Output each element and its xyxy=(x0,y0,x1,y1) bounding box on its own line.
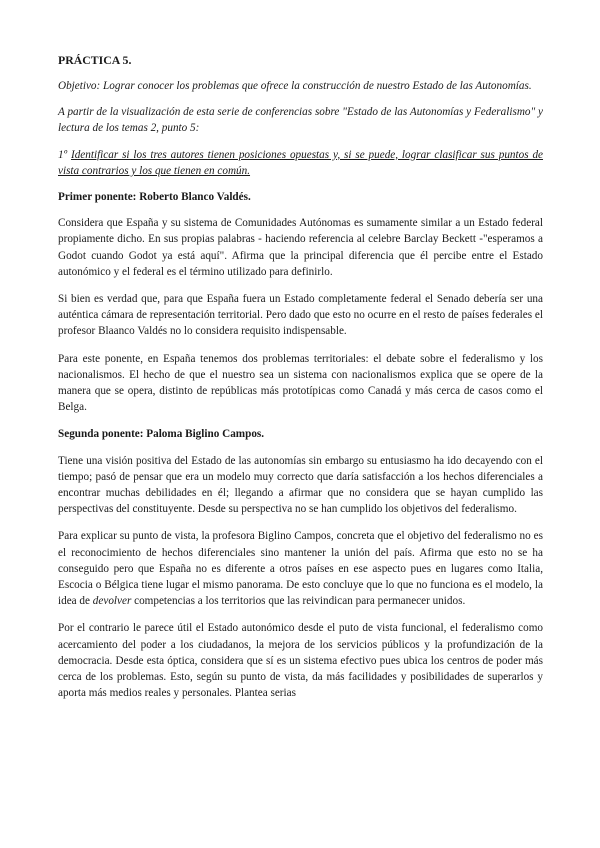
speaker2-heading: Segunda ponente: Paloma Biglino Campos. xyxy=(58,428,265,441)
speaker2-paragraph-1: Tiene una visión positiva del Estado de las autonomías sin embargo su entusiasmo ha ido decayendo con el tiempo; pasó de pensar que era un modelo muy correcto que daría satisfacción a los hechos diferenciales a encontrar muchas debilidades en él; llegando a afirmar que no considera que se hayan cumplido las perspectivas del constituyente. Desde su perspectiva no se han cumplido los objetivos del federalismo. xyxy=(58,454,543,516)
objective-paragraph xyxy=(58,78,543,94)
objective-text: Lograr conocer los problemas que ofrece la construcción de nuestro Estado de las Autonomías. xyxy=(100,80,532,92)
task-number: 1º xyxy=(58,148,68,161)
speaker2-p2-emphasis: devolver xyxy=(92,595,132,608)
speaker1-heading: Primer ponente: Roberto Blanco Valdés. xyxy=(58,191,251,204)
speaker2-p2-before: Para explicar su punto de vista, la profesora Biglino Campos, concreta que el objetivo del federalismo no es el reconocimiento de hechos diferenciales sino mantener la unión del país. Afirma que esto no se ha conseguido pero que España no es diferente a otros países en ese aspecto pues en lugares como Italia, Escocia o Bélgica tiene lugar el mismo panorama. De esto concluye que lo que no funciona es el modelo, la idea de xyxy=(58,530,543,608)
speaker1-paragraph-2: Si bien es verdad que, para que España fuera un Estado completamente federal el Senado debería ser una auténtica cámara de representación territorial. Pero dado que esto no ocurre en el resto de países federales el profesor Blaanco Valdés no lo considera requisito indispensable. xyxy=(58,293,543,338)
speaker1-paragraph-1: Considera que España y su sistema de Comunidades Autónomas es sumamente similar a un Estado federal propiamente dicho. En sus propias palabras - haciendo referencia al celebre Barclay Beckett -"esperamos a Godot cuando Godot ya está aquí". Afirma que la principal diferencia que él percibe entre el Estado autonómico y el federal es el término utilizado para definirlo. xyxy=(58,217,543,278)
document-body xyxy=(58,52,543,713)
task-paragraph xyxy=(58,147,543,179)
intro-paragraph: A partir de la visualización de esta serie de conferencias sobre "Estado de las Autonomías y Federalismo" y lectura de los temas 2, punto 5: xyxy=(58,106,543,135)
task-text: Identificar si los tres autores tienen posiciones opuestas y, si se puede, lograr clasificar sus puntos de vista contrarios y los que tienen en común. xyxy=(58,148,544,177)
speaker2-paragraph-3: Por el contrario le parece útil el Estado autonómico desde el puto de vista funcional, el federalismo como acercamiento del poder a los ciudadanos, la mejora de los servicios públicos y la profundización de la democracia. Desde esta óptica, considera que sí es un sistema efectivo pues ubica los centros de poder más cerca de los problemas. Esto, según su punto de vista, da más facilidades y posibilidades de superarlos y aporta más medios reales y personales. Plantea serias xyxy=(58,622,543,700)
speaker2-paragraph-2 xyxy=(58,528,543,609)
speaker1-paragraph-3: Para este ponente, en España tenemos dos problemas territoriales: el debate sobre el federalismo y los nacionalismos. El hecho de que el nuestro sea un sistema con nacionalismos explica que se opere de la manera que se opera, distinto de repúblicas más prototípicas como Canadá y más cerca de casos como el Belga. xyxy=(58,352,543,414)
speaker2-p2-after: competencias a los territorios que las reivindican para permanecer unidos. xyxy=(131,595,466,608)
page-title: PRÁCTICA 5. xyxy=(58,53,132,67)
objective-label: Objetivo: xyxy=(58,80,101,92)
